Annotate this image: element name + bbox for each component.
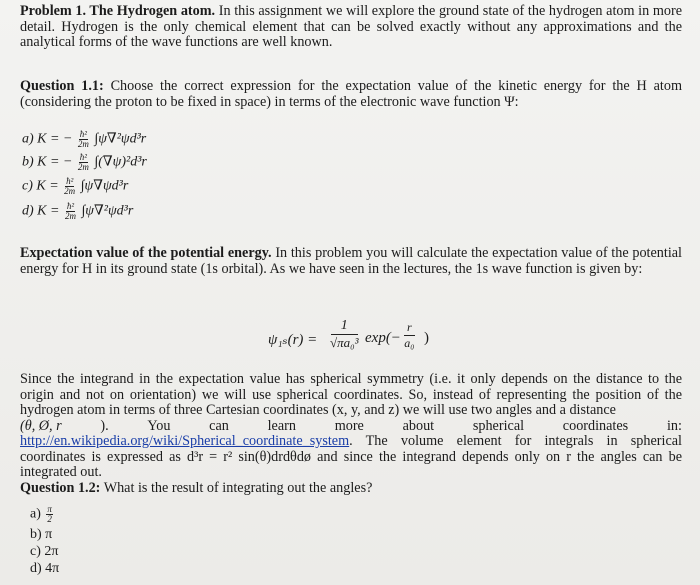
question-1-2 bbox=[20, 481, 682, 497]
spherical-text-2: . The volume element for integrals in spherical coordinates is expressed as d³r = r² sin(θ)drdθdø and since the integrand depends only on r the angles can be integrated out. bbox=[20, 433, 682, 480]
exponent-fraction: r a₀ bbox=[404, 320, 415, 350]
spherical-text-1: Since the integrand in the expectation value has spherical symmetry (i.e. it only depends on the distance to the origin and not on orientation) we will use spherical coordinates. So, instead of representing the position of the hydrogen atom in terms of three Cartesian coordinates (x, y, and z) we will use two angles and a distance bbox=[20, 371, 682, 418]
option-1-2-d[interactable]: d) 4π bbox=[30, 561, 60, 576]
option-1-1-c[interactable]: c) K = $\frac{\text{ħ²}}{2m}$ ∫ψ∇ψd³r bbox=[22, 176, 129, 196]
fraction: $\frac{\pi}{2}$ bbox=[47, 504, 52, 524]
fraction: $\frac{\text{ħ²}}{2m}$ bbox=[64, 176, 76, 196]
spherical-coordinates-link[interactable]: http://en.wikipedia.org/wiki/Spherical_coordinate_system bbox=[20, 433, 350, 449]
normalization-fraction: 1 √πa₀³ bbox=[330, 318, 359, 350]
option-1-1-a[interactable]: a) K = − $\frac{\text{ħ²}}{2m}$ ∫ψ∇²ψd³r bbox=[22, 129, 147, 149]
spherical-paragraph bbox=[20, 372, 682, 481]
option-1-1-b[interactable]: b) K = − $\frac{\text{ħ²}}{2m}$ ∫(∇ψ)²d³r bbox=[22, 152, 147, 172]
fraction: $\frac{\text{ħ²}}{2m}$ bbox=[77, 152, 89, 172]
fraction: $\frac{\text{ħ²}}{2m}$ bbox=[77, 129, 89, 149]
question-1-1-label: Question 1.1: bbox=[20, 78, 104, 94]
problem-title: Problem 1. The Hydrogen atom. bbox=[20, 3, 216, 19]
question-1-1-text: Choose the correct expression for the expectation value of the kinetic energy for the H atom (considering the proton to be fixed in space) in terms of the electronic wave function Ψ: bbox=[20, 78, 682, 110]
potential-energy-paragraph bbox=[20, 246, 682, 277]
option-1-2-c[interactable]: c) 2π bbox=[30, 544, 59, 559]
problem-intro-text: In this assignment we will explore the ground state of the hydrogen atom in more detail. Hydrogen is the only chemical element that can be solved exactly without any approximations and the analytical forms of the wave functions are well known. bbox=[20, 3, 683, 50]
spread-line: (θ, Ø, r ). You can learn more about spherical coordinates in: bbox=[20, 417, 682, 434]
potential-heading: Expectation value of the potential energy. bbox=[20, 245, 272, 261]
question-1-2-label: Question 1.2: bbox=[20, 480, 101, 496]
problem-intro bbox=[20, 4, 682, 51]
option-1-2-a[interactable]: a) $\frac{\pi}{2}$ bbox=[30, 504, 52, 524]
fraction: $\frac{\text{ħ²}}{2m}$ bbox=[64, 201, 76, 221]
question-1-1 bbox=[20, 79, 682, 110]
option-1-2-b[interactable]: b) π bbox=[30, 527, 53, 542]
potential-text: In this problem you will calculate the expectation value of the potential energy for H in its ground state (1s orbital). As we have seen in the lectures, the 1s wave function is given by: bbox=[20, 245, 683, 277]
wavefunction-equation: ψ₁ₛ(r) = 1 √πa₀³ exp(− r a₀ ) bbox=[268, 318, 429, 350]
question-1-2-text: What is the result of integrating out the angles? bbox=[100, 480, 373, 496]
option-1-1-d[interactable]: d) K = $\frac{\text{ħ²}}{2m}$ ∫ψ∇²ψd³r bbox=[22, 201, 134, 221]
